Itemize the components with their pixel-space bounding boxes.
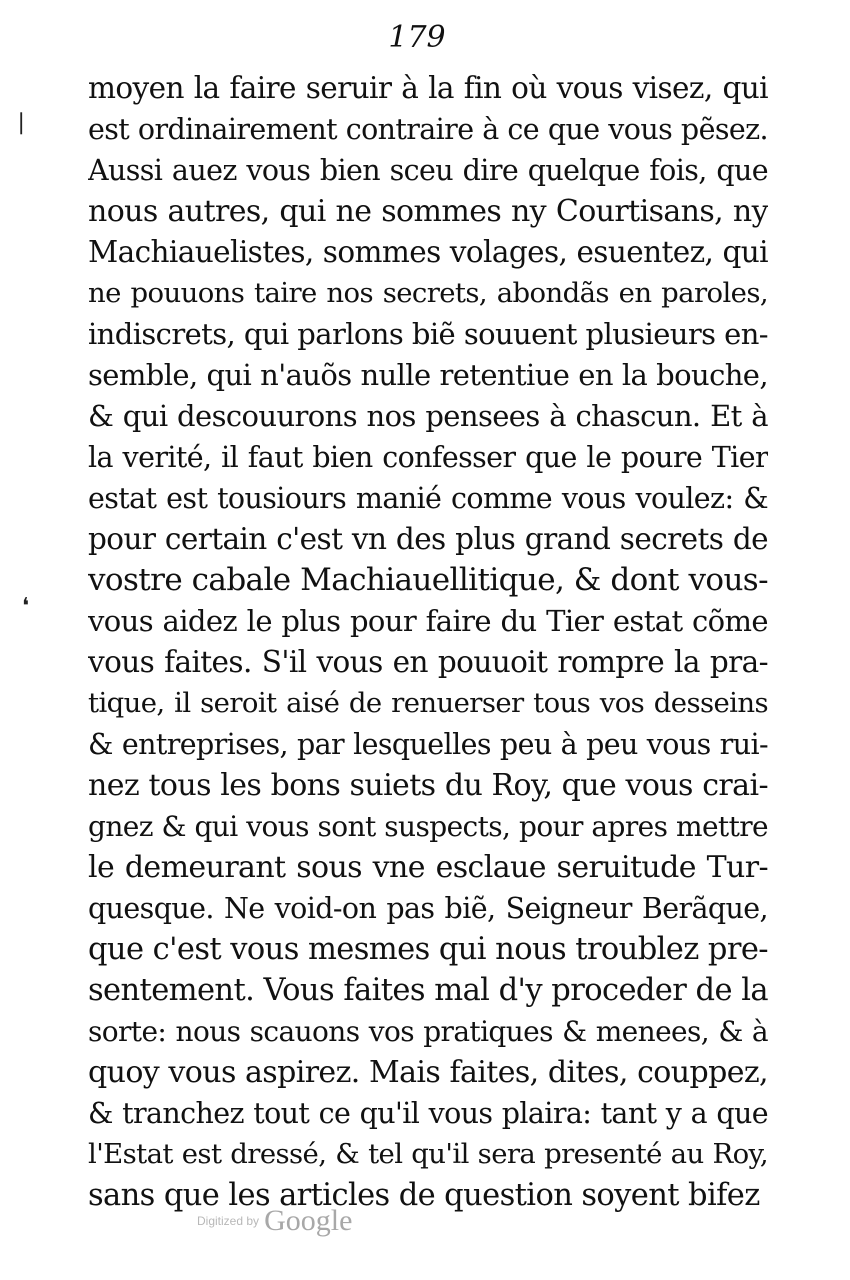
text-line: semble, qui n'auõs nulle retentiue en la bouche, bbox=[88, 358, 768, 392]
watermark-digitized-text: Digitized by bbox=[197, 1214, 260, 1228]
text-line: nez tous les bons suiets du Roy, que vous crai- bbox=[88, 768, 768, 803]
text-line: moyen la faire seruir à la fin où vous visez, qui bbox=[88, 71, 768, 105]
margin-mark-top: ❘ bbox=[12, 110, 31, 135]
text-line: pour certain c'est vn des plus grand secrets de bbox=[88, 522, 768, 556]
text-line: & entreprises, par lesquelles peu à peu vous rui- bbox=[88, 728, 768, 761]
text-line: vostre cabale Machiauellitique, & dont vous- bbox=[88, 562, 768, 598]
text-line: & qui descouurons nos pensees à chascun. Et à bbox=[88, 399, 768, 433]
digitized-watermark bbox=[197, 1204, 352, 1244]
text-line: gnez & qui vous sont suspects, pour apres mettre bbox=[88, 810, 768, 843]
text-line: nous autres, qui ne sommes ny Courtisans, ny bbox=[88, 194, 768, 229]
margin-mark-middle: ❛ bbox=[22, 594, 30, 619]
text-line: l'Estat est dressé, & tel qu'il sera presenté au Roy, bbox=[88, 1138, 768, 1170]
text-line: ne pouuons taire nos secrets, abondãs en paroles, bbox=[88, 277, 768, 309]
text-line: & tranchez tout ce qu'il vous plaira: tant y a que bbox=[88, 1097, 768, 1130]
text-line: indiscrets, qui parlons biẽ souuent plusieurs en- bbox=[88, 317, 768, 351]
text-line: sorte: nous scauons vos pratiques & menees, & à bbox=[88, 1015, 768, 1048]
google-logo: Google bbox=[264, 1204, 353, 1237]
text-line: est ordinairement contraire à ce que vous pẽsez. bbox=[88, 113, 768, 146]
text-line: quesque. Ne void-on pas biẽ, Seigneur Berãque, bbox=[88, 892, 768, 925]
body-text bbox=[88, 68, 768, 1216]
text-line: que c'est vous mesmes qui nous troublez pre- bbox=[88, 932, 768, 967]
text-line: vous aidez le plus pour faire du Tier estat cõme bbox=[88, 604, 768, 638]
text-line: tique, il seroit aisé de renuerser tous vos desseins bbox=[88, 687, 768, 719]
text-line: Aussi auez vous bien sceu dire quelque fois, que bbox=[88, 154, 768, 187]
text-line: sans que les articles de question soyent bifez bbox=[88, 1178, 760, 1213]
text-line: Machiauelistes, sommes volages, esuentez, qui bbox=[88, 235, 768, 269]
text-line: quoy vous aspirez. Mais faites, dites, couppez, bbox=[88, 1055, 768, 1090]
text-line: estat est tousiours manié comme vous voulez: & bbox=[88, 482, 768, 515]
text-line: le demeurant sous vne esclaue seruitude Tur- bbox=[88, 850, 768, 885]
text-line: sentement. Vous faites mal d'y proceder de la bbox=[88, 973, 768, 1008]
text-line: la verité, il faut bien confesser que le poure Tier bbox=[88, 441, 768, 474]
page-number: 179 bbox=[388, 20, 446, 55]
text-line: vous faites. S'il vous en pouuoit rompre la pra- bbox=[88, 645, 768, 679]
